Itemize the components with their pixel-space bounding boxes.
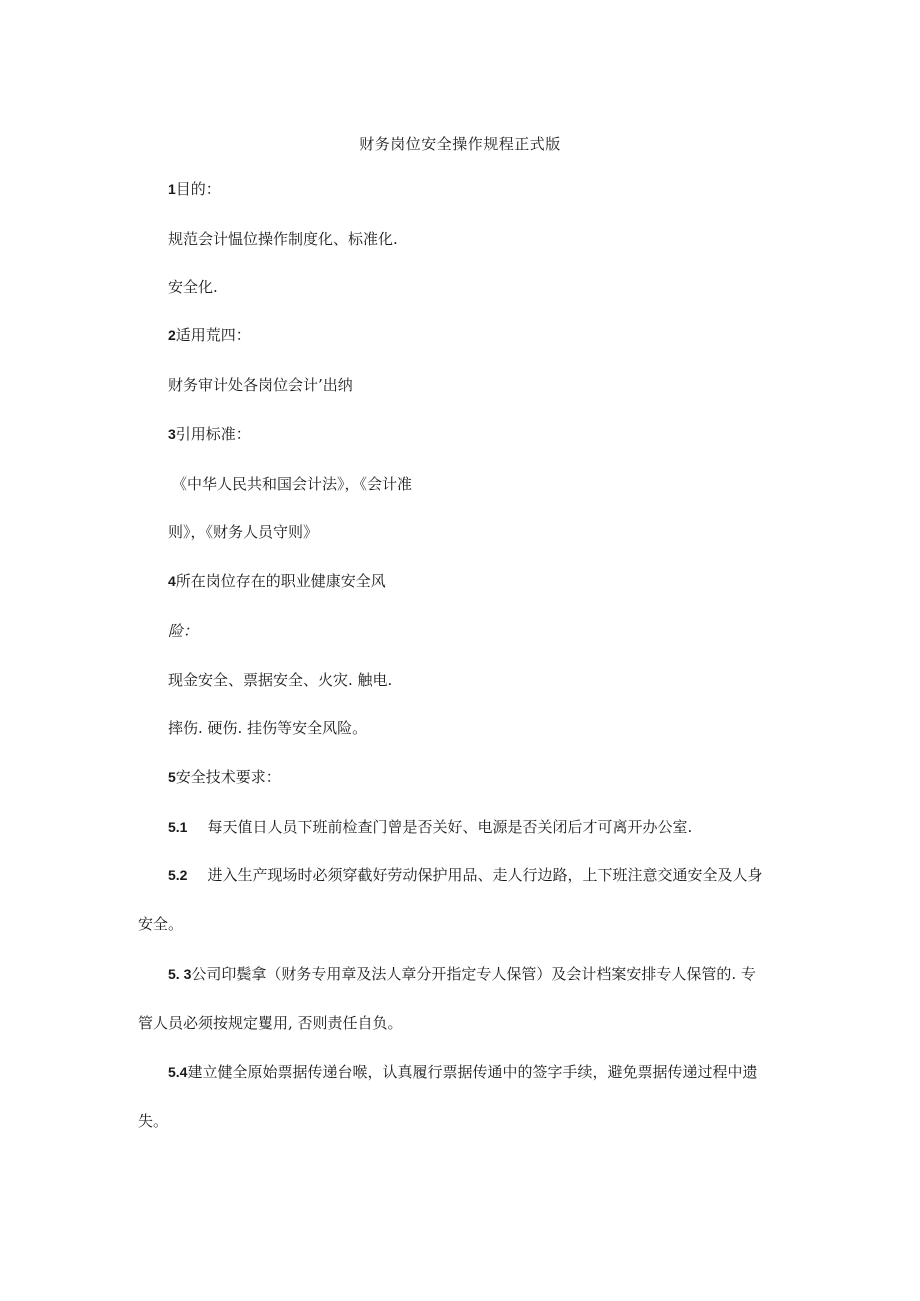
section-number: 2	[168, 327, 176, 343]
clause-5-4	[168, 1061, 757, 1083]
section-heading-continuation: 险：	[168, 622, 199, 640]
section-heading-text: 安全技术要求：	[175, 768, 281, 786]
clause-text: 公司印鬓拿（财务专用章及法人章分开指定专人保管）及会计档案安排专人保管的. 专	[191, 965, 756, 983]
paragraph-line: 安全化.	[168, 278, 218, 296]
paragraph-line: 摔伤. 硬伤. 挂伤等安全风险。	[168, 719, 368, 737]
clause-continuation: 管人员必须按规定矍用, 否则责任自负。	[138, 1014, 403, 1032]
paragraph-line: 则》，《财务人员守则》	[168, 523, 319, 541]
section-number: 4	[168, 573, 176, 589]
section-number: 3	[168, 426, 176, 442]
section-number: 5	[168, 769, 176, 785]
clause-5-3	[168, 963, 756, 985]
section-heading-text: 所在岗位存在的职业健康安全风	[175, 572, 386, 590]
paragraph-line: 规范会计愠位操作制度化、标准化.	[168, 230, 398, 248]
clause-number: 5.1	[168, 819, 188, 835]
paragraph-line: 现金安全、票据安全、火灾. 触电.	[168, 671, 393, 689]
clause-text: 每天值日人员下班前检查门曾是否关好、电源是否关闭后才可离开办公室.	[207, 818, 693, 836]
clause-text: 进入生产现场时必须穿截好劳动保护用品、走人行边路，上下班注意交通安全及人身	[207, 866, 763, 884]
section-heading-text: 引用标准：	[175, 425, 251, 443]
section-4-heading	[168, 570, 386, 592]
paragraph-line: 《中华人民共和国会计法》，《会计准	[172, 475, 413, 493]
clause-number: 5.4	[168, 1064, 188, 1080]
page-title: 财务岗位安全操作规程正式版	[359, 135, 561, 153]
section-1-heading	[168, 178, 221, 200]
clause-continuation: 安全。	[138, 915, 184, 933]
section-heading-text: 目的：	[175, 180, 221, 198]
section-3-heading	[168, 423, 251, 445]
clause-text: 建立健全原始票据传递台喉，认真履行票据传通中的签字手续，避免票据传递过程中遗	[187, 1063, 758, 1081]
section-heading-text: 适用荒四：	[175, 326, 251, 344]
section-2-heading	[168, 324, 251, 346]
clause-number: 5. 3	[168, 966, 192, 982]
section-number: 1	[168, 181, 176, 197]
clause-continuation: 失。	[138, 1112, 169, 1130]
section-5-heading	[168, 766, 281, 788]
clause-number: 5.2	[168, 867, 188, 883]
clause-5-1	[168, 816, 692, 838]
paragraph-line: 财务审计处各岗位会计’出纳	[168, 376, 353, 394]
clause-5-2	[168, 864, 762, 886]
